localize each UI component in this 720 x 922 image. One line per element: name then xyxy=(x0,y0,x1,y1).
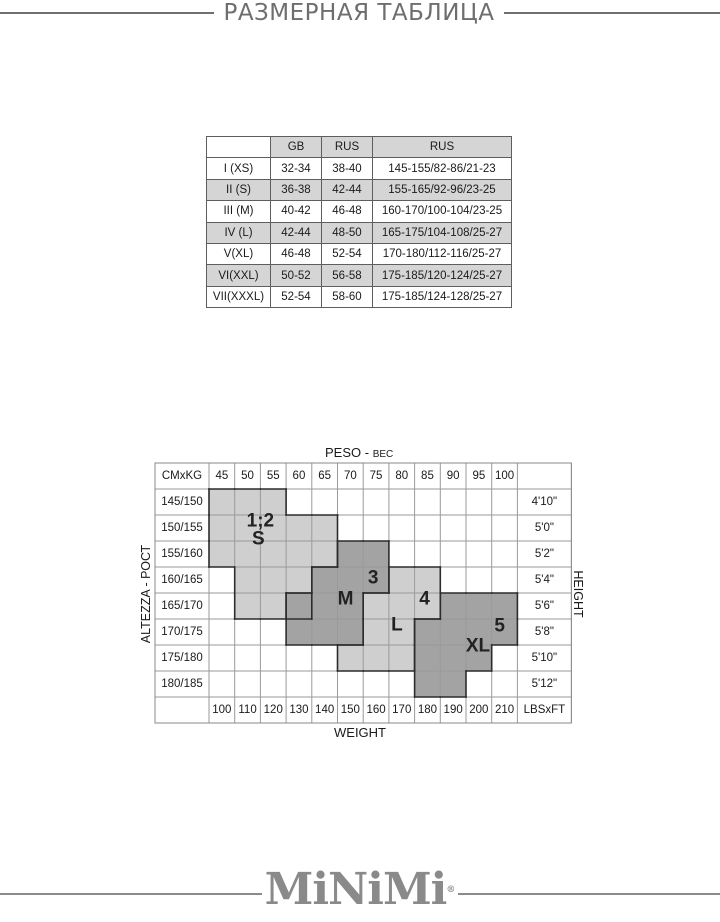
cm-tick-label: 160/165 xyxy=(161,574,203,586)
ft-tick-label: 5'12" xyxy=(531,678,558,690)
lbs-tick-label: 170 xyxy=(392,704,412,716)
size-zone-2-cell xyxy=(312,567,338,593)
size-zone-2-cell xyxy=(363,541,389,567)
height-axis-title-right: HEIGHT xyxy=(571,570,585,618)
kg-tick-label: 80 xyxy=(395,470,409,482)
kg-tick-label: 60 xyxy=(292,470,306,482)
cm-tick-label: 165/170 xyxy=(161,600,203,612)
cm-tick-label: 155/160 xyxy=(161,548,203,560)
measurements-cell: 165-175/104-108/25-27 xyxy=(373,222,512,243)
size-zone-2-cell xyxy=(338,619,364,645)
lbs-tick-label: 200 xyxy=(469,704,489,716)
size-zone-2-cell xyxy=(312,619,338,645)
kg-tick-label: 75 xyxy=(369,470,383,482)
gb-size-cell: 42-44 xyxy=(271,222,322,243)
weight-axis-title-bottom: WEIGHT xyxy=(334,725,386,740)
ft-tick-label: 5'6" xyxy=(534,600,554,612)
weight-axis-title-top-small: ВЕС xyxy=(372,449,394,460)
weight-axis-title-top-main: PESO - xyxy=(325,445,373,460)
size-zone-2-cell xyxy=(312,593,338,619)
size-zone-3-cell xyxy=(389,645,415,671)
ft-tick-label: 5'8" xyxy=(534,626,554,638)
size-zone-2-cell xyxy=(286,593,312,619)
lbs-tick-label: 160 xyxy=(366,704,386,716)
corner-label-cmxkg: CMxKG xyxy=(161,470,203,482)
size-zone-2-label: M xyxy=(337,588,354,610)
kg-tick-label: 95 xyxy=(472,470,486,482)
rus-size-cell: 52-54 xyxy=(322,243,373,264)
measurements-cell: 170-180/112-116/25-27 xyxy=(373,243,512,264)
kg-tick-label: 90 xyxy=(446,470,460,482)
size-zone-1-cell xyxy=(286,515,312,541)
size-zone-4-cell xyxy=(440,593,466,619)
cm-tick-label: 170/175 xyxy=(161,626,203,638)
size-zone-4-cell xyxy=(415,619,441,645)
kg-tick-label: 50 xyxy=(241,470,254,482)
lbs-tick-label: 180 xyxy=(417,704,438,716)
ft-tick-label: 4'10" xyxy=(531,496,558,508)
rus-size-cell: 56-58 xyxy=(322,265,373,286)
cm-tick-label: 175/180 xyxy=(161,652,203,664)
size-label-cell: III (M) xyxy=(207,201,271,222)
kg-tick-label: 55 xyxy=(266,470,280,482)
cm-tick-label: 145/150 xyxy=(161,496,203,508)
ft-tick-label: 5'2" xyxy=(534,548,554,560)
cm-tick-label: 150/155 xyxy=(161,522,203,534)
size-zone-2-cell xyxy=(338,541,364,567)
footer-rule-right xyxy=(458,893,720,895)
size-zone-1-cell xyxy=(286,567,312,593)
rus-size-cell: 42-44 xyxy=(322,179,373,200)
gb-size-cell: 52-54 xyxy=(271,286,322,307)
cm-tick-label: 180/185 xyxy=(161,678,203,690)
size-zone-4-cell xyxy=(440,619,466,645)
measurements-cell: 175-185/120-124/25-27 xyxy=(373,265,512,286)
gb-size-cell: 46-48 xyxy=(271,243,322,264)
ft-tick-label: 5'4" xyxy=(534,574,554,586)
size-zone-3-cell xyxy=(363,645,389,671)
measurements-cell: 175-185/124-128/25-27 xyxy=(373,286,512,307)
brand-logo-text: MiNiMi xyxy=(264,864,447,915)
lbs-tick-label: 150 xyxy=(340,704,360,716)
size-zone-1-number: 1;2 xyxy=(246,510,275,532)
size-zone-3-cell xyxy=(338,645,364,671)
kg-tick-label: 100 xyxy=(494,470,515,482)
size-table-header-gb: GB xyxy=(271,137,322,158)
size-zone-4-cell xyxy=(415,645,441,671)
lbs-tick-label: 120 xyxy=(263,704,283,716)
size-zone-3-label: L xyxy=(391,614,403,636)
size-zone-1-label: S xyxy=(252,528,265,550)
size-table-header-rus: RUS xyxy=(322,137,373,158)
measurements-cell: 155-165/92-96/23-25 xyxy=(373,179,512,200)
lbs-tick-label: 100 xyxy=(212,704,232,716)
size-zone-1-cell xyxy=(286,541,312,567)
kg-tick-label: 85 xyxy=(421,470,434,482)
lbs-tick-label: 130 xyxy=(289,704,309,716)
measurements-cell: 145-155/82-86/21-23 xyxy=(373,158,512,179)
size-label-cell: IV (L) xyxy=(207,222,271,243)
size-label-cell: I (XS) xyxy=(207,158,271,179)
size-zone-1-cell xyxy=(209,541,235,567)
size-zone-2-number: 3 xyxy=(367,567,379,589)
size-zone-3-number: 4 xyxy=(419,588,430,610)
gb-size-cell: 50-52 xyxy=(271,265,322,286)
size-zone-1-cell xyxy=(312,515,338,541)
gb-size-cell: 36-38 xyxy=(271,179,322,200)
size-zone-2-cell xyxy=(286,619,312,645)
size-zone-1-cell xyxy=(235,593,261,619)
size-zone-4-label: XL xyxy=(465,635,491,657)
ft-tick-label: 5'0" xyxy=(534,522,554,534)
footer-rule-left xyxy=(0,893,262,895)
rus-size-cell: 38-40 xyxy=(322,158,373,179)
size-zone-3-cell xyxy=(389,567,415,593)
height-axis-title-left: ALTEZZA - РОСТ xyxy=(139,544,153,644)
size-label-cell: II (S) xyxy=(207,179,271,200)
rus-size-cell: 46-48 xyxy=(322,201,373,222)
ft-tick-label: 5'10" xyxy=(531,652,558,664)
page-title: РАЗМЕРНАЯ ТАБЛИЦА xyxy=(223,0,495,26)
rus-size-cell: 48-50 xyxy=(322,222,373,243)
size-label-cell: VII(XXXL) xyxy=(207,286,271,307)
size-zone-4-number: 5 xyxy=(494,615,505,637)
size-label-cell: V(XL) xyxy=(207,243,271,264)
size-zone-1-cell xyxy=(209,489,235,515)
size-zone-4-cell xyxy=(415,671,441,697)
lbs-tick-label: 210 xyxy=(494,704,515,716)
lbs-tick-label: 140 xyxy=(315,704,335,716)
size-label-cell: VI(XXL) xyxy=(207,265,271,286)
lbs-tick-label: 190 xyxy=(443,704,463,716)
measurements-cell: 160-170/100-104/23-25 xyxy=(373,201,512,222)
kg-tick-label: 45 xyxy=(215,470,229,482)
kg-tick-label: 70 xyxy=(343,470,357,482)
kg-tick-label: 65 xyxy=(318,470,332,482)
size-zone-1-cell xyxy=(260,593,286,619)
brand-logo xyxy=(262,862,458,918)
size-table-header-rus-measures: RUS xyxy=(373,137,512,158)
lbs-tick-label: 110 xyxy=(238,704,257,716)
registered-mark: ® xyxy=(446,885,456,895)
size-zone-4-cell xyxy=(466,593,492,619)
size-zone-3-cell xyxy=(363,619,389,645)
gb-size-cell: 40-42 xyxy=(271,201,322,222)
size-zone-1-cell xyxy=(312,541,338,567)
rus-size-cell: 58-60 xyxy=(322,286,373,307)
size-zone-1-cell xyxy=(235,567,261,593)
size-zone-1-cell xyxy=(260,567,286,593)
size-zone-1-cell xyxy=(209,515,235,541)
size-zone-4-cell xyxy=(440,671,466,697)
gb-size-cell: 32-34 xyxy=(271,158,322,179)
corner-label-lbsxft: LBSxFT xyxy=(523,704,566,716)
size-zone-3-cell xyxy=(363,593,389,619)
size-zone-4-cell xyxy=(440,645,466,671)
